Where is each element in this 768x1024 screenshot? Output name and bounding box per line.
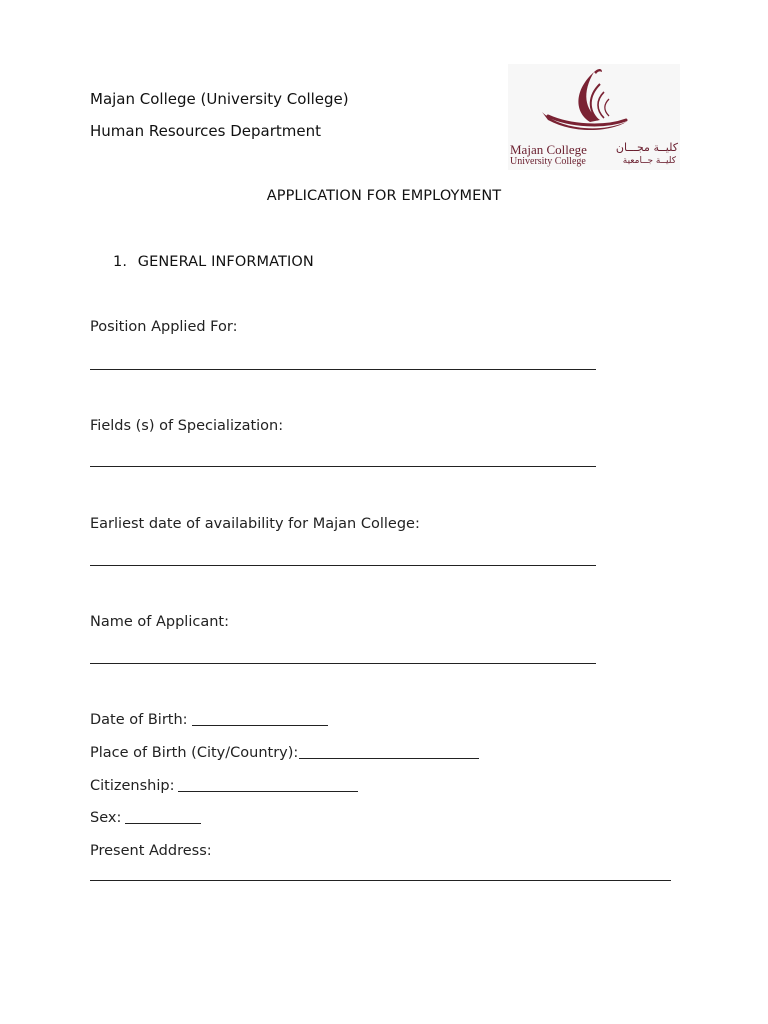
present-address-input-line[interactable] [90,880,671,881]
section-heading [113,254,314,270]
logo-emblem-icon [508,64,680,144]
college-logo [508,64,680,170]
place-of-birth-label: Place of Birth (City/Country): [90,745,299,761]
citizenship-input-line[interactable] [178,790,358,792]
date-of-birth-label: Date of Birth: [90,712,188,728]
present-address-label: Present Address: [90,843,212,859]
section-title: GENERAL INFORMATION [137,254,314,270]
document-title: APPLICATION FOR EMPLOYMENT [266,188,502,204]
applicant-name-label: Name of Applicant: [90,614,229,630]
specialization-input-line[interactable] [90,466,596,467]
department-name: Human Resources Department [90,122,322,140]
applicant-name-input-line[interactable] [90,663,596,664]
logo-subtitle-en: University College [510,156,586,167]
date-of-birth-input-line[interactable] [192,724,328,726]
availability-input-line[interactable] [90,565,596,566]
availability-label: Earliest date of availability for Majan College: [90,516,420,532]
place-of-birth-input-line[interactable] [299,757,479,759]
logo-subtitle-ar: كليــة جــامعية [622,156,676,166]
place-of-birth-row [90,745,479,761]
sex-input-line[interactable] [125,822,201,824]
position-label: Position Applied For: [90,319,238,335]
sex-label: Sex: [90,810,122,826]
citizenship-label: Citizenship: [90,778,175,794]
section-number: 1. [113,254,128,270]
college-name: Majan College (University College) [90,90,349,108]
date-of-birth-row [90,712,328,728]
logo-name-en: Majan College [510,142,587,157]
sex-row [90,810,201,826]
citizenship-row [90,778,358,794]
logo-name-ar: كليــة مجـــان [615,141,678,154]
position-input-line[interactable] [90,369,596,370]
specialization-label: Fields (s) of Specialization: [90,418,284,434]
